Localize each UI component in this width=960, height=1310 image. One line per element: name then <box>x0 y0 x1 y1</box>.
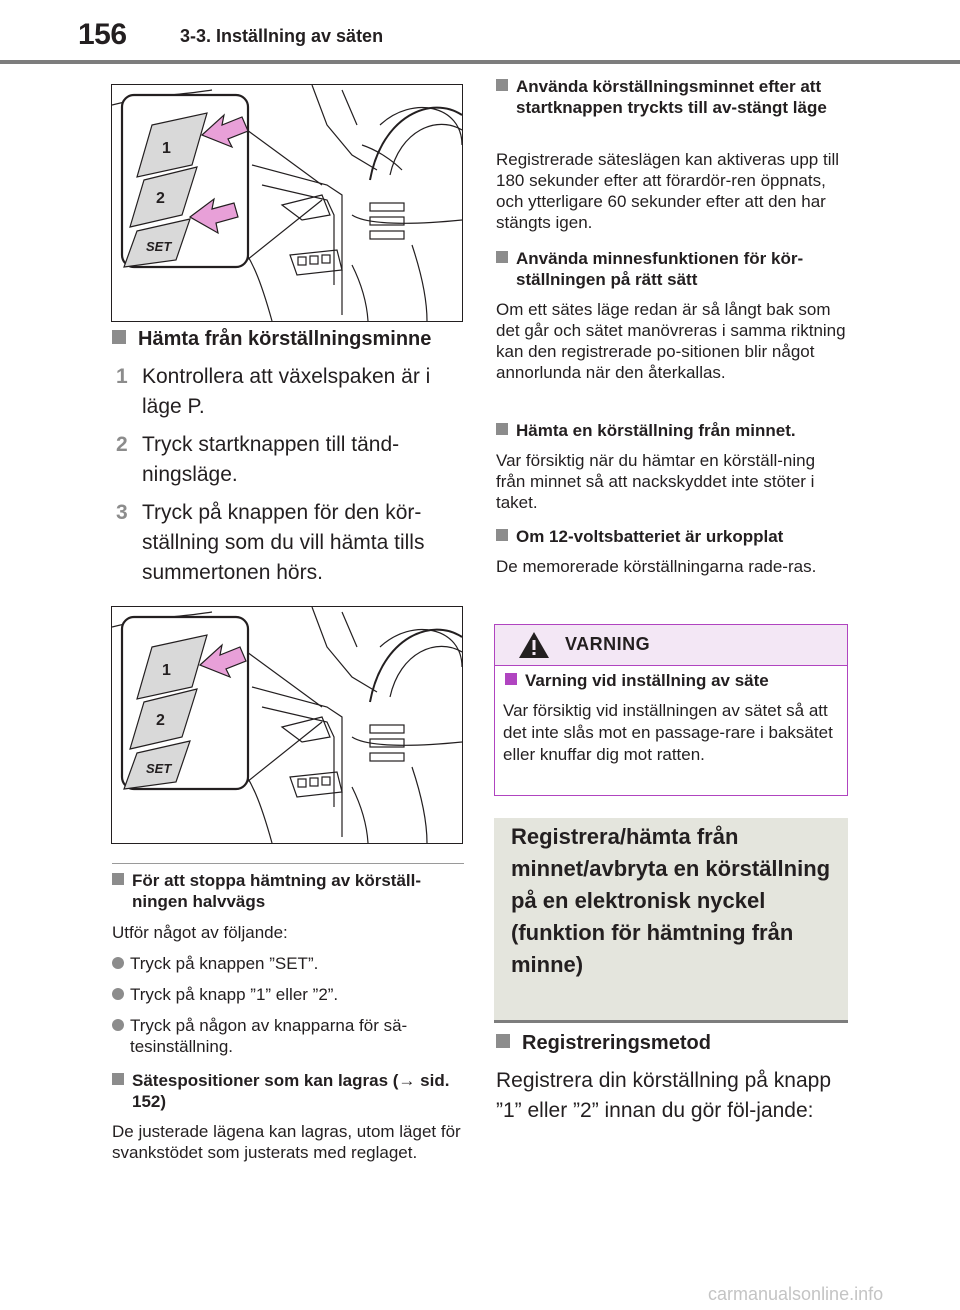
square-bullet-icon <box>505 673 517 685</box>
square-bullet-icon <box>496 423 508 435</box>
banner-title: Registrera/hämta från minnet/avbryta en körställning på en elektronisk nyckel (funktion för hämtning från minne) <box>511 824 831 977</box>
section-heading-recall: Hämta från körställningsminne <box>112 328 431 351</box>
fig1-label-set: SET <box>146 239 172 254</box>
divider <box>112 863 464 864</box>
bullet-icon <box>112 988 124 1000</box>
bullet-icon <box>112 957 124 969</box>
step-number: 1 <box>116 365 128 388</box>
body-recall-position: Var försiktig när du hämtar en körställ-ning från minnet så att nackskyddet inte stöter i taket. <box>496 451 816 512</box>
fig2-label-2: 2 <box>156 712 165 729</box>
square-bullet-icon <box>496 79 508 91</box>
step-text: Tryck startknappen till tänd-ningsläge. <box>142 433 400 486</box>
body-registration: Registrera din körställning på knapp ”1” eller ”2” innan du gör föl-jande: <box>496 1069 832 1122</box>
square-bullet-icon <box>496 1034 510 1048</box>
section-banner <box>494 818 848 1023</box>
subheading-after-off: Använda körställningsminnet efter att startknappen tryckts till av-stängt läge <box>496 76 848 118</box>
warning-box <box>494 624 848 796</box>
warning-body: Var försiktig vid inställningen av sätet så att det inte slås mot en passage-rare i baksätet eller knuffar dig mot ratten. <box>503 701 833 764</box>
bullet-item: Tryck på knapp ”1” eller ”2”. <box>112 984 464 1005</box>
subheading-recall-position: Hämta en körställning från minnet. <box>496 420 852 441</box>
square-bullet-icon <box>496 529 508 541</box>
subheading-correct-use: Använda minnesfunktionen för kör-ställningen på rätt sätt <box>496 248 852 290</box>
body-stop-recall: Utför något av följande: <box>112 923 288 942</box>
square-bullet-icon <box>496 251 508 263</box>
step-text: Kontrollera att växelspaken är i läge P. <box>142 365 431 418</box>
body-after-off: Registrerade säteslägen kan aktiveras upp till 180 sekunder efter att förardör-ren öppnats, och ytterligare 60 sekunder efter att den har stängts igen. <box>496 150 840 232</box>
illustration-door-panel-1 <box>112 85 462 321</box>
warning-title: VARNING <box>565 634 651 654</box>
fig1-label-1: 1 <box>162 140 171 157</box>
page-number: 156 <box>78 18 127 51</box>
warning-triangle-icon <box>517 630 551 660</box>
body-correct-use: Om ett sätes läge redan är så långt bak som det går och sätet manövreras i samma riktning kan den registrerade po-sitionen blir något annorlunda när den återkallas. <box>496 300 846 382</box>
section-heading-registration: Registreringsmetod <box>496 1032 711 1055</box>
fig2-label-set: SET <box>146 761 172 776</box>
step-text: Tryck på knappen för den kör-ställning som du vill hämta tills summertonen hörs. <box>142 501 425 584</box>
body-storable-positions: De justerade lägena kan lagras, utom läget för svankstödet som justerats med reglaget. <box>112 1122 461 1162</box>
warning-heading: Varning vid inställning av säte <box>505 671 769 691</box>
figure-memory-buttons-2 <box>111 606 463 844</box>
bullet-item: Tryck på någon av knapparna för sä-tesinställning. <box>112 1015 464 1057</box>
fig2-label-1: 1 <box>162 662 171 679</box>
watermark: carmanualsonline.info <box>708 1284 884 1304</box>
body-battery: De memorerade körställningarna rade-ras. <box>496 557 817 576</box>
figure-memory-buttons-1 <box>111 84 463 322</box>
illustration-door-panel-2 <box>112 607 462 843</box>
fig1-label-2: 2 <box>156 190 165 207</box>
square-bullet-icon <box>112 330 126 344</box>
section-title: 3-3. Inställning av säten <box>180 26 384 46</box>
subheading-stop-recall: För att stoppa hämtning av körställ-ningen halvvägs <box>112 870 464 912</box>
warning-header <box>495 625 847 666</box>
subheading-storable-positions: Sätespositioner som kan lagras (→ sid. 152) <box>112 1070 452 1112</box>
square-bullet-icon <box>112 1073 124 1085</box>
step-number: 2 <box>116 433 128 456</box>
subheading-battery: Om 12-voltsbatteriet är urkopplat <box>496 526 852 547</box>
step-number: 3 <box>116 501 128 524</box>
bullet-icon <box>112 1019 124 1031</box>
bullet-item: Tryck på knappen ”SET”. <box>112 953 464 974</box>
header-rule <box>0 60 960 64</box>
square-bullet-icon <box>112 873 124 885</box>
